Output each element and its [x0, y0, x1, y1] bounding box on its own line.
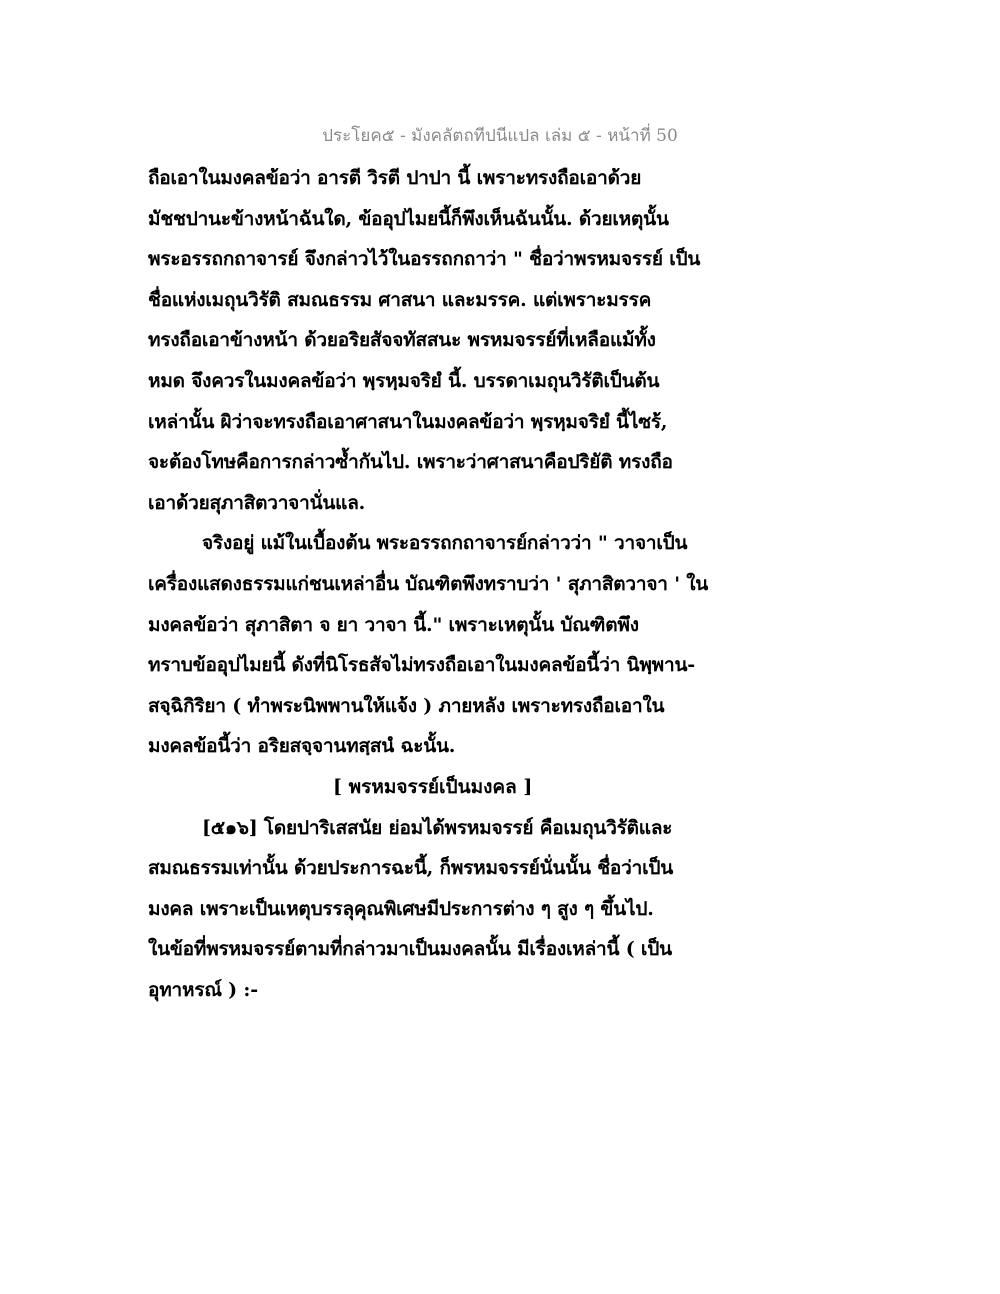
- paragraph-2-line-2: เครื่องแสดงธรรมแก่ชนเหล่าอื่น บัณฑิตพึงทราบว่า ' สุภาสิตวาจา ' ใน: [148, 572, 709, 595]
- paragraph-1-line-3: พระอรรถกถาจารย์ จึงกล่าวไว้ในอรรถกถาว่า " ชื่อว่าพรหมจรรย์ เป็น: [148, 248, 701, 271]
- running-header: [0, 122, 1000, 149]
- paragraph-1-line-7: เหล่านั้น ผิว่าจะทรงถือเอาศาสนาในมงคลข้อว่า พฺรหฺมจริยํ นี้ไซร้,: [148, 410, 668, 433]
- paragraph-3-line-1: [๕๑๖] โดยปาริเสสนัย ย่อมได้พรหมจรรย์ คือเมถุนวิรัติและ: [202, 816, 673, 839]
- paragraph-1-line-6: หมด จึงควรในมงคลข้อว่า พฺรหฺมจริยํ นี้. บรรดาเมถุนวิรัติเป็นต้น: [148, 369, 660, 392]
- paragraph-2-line-4: ทราบข้ออุปไมยนี้ ดังที่นิโรธสัจไม่ทรงถือเอาในมงคลข้อนี้ว่า นิพฺพาน-: [148, 654, 695, 677]
- paragraph-1-line-1: ถือเอาในมงคลข้อว่า อารตี วิรตี ปาปา นี้ เพราะทรงถือเอาด้วย: [148, 167, 642, 189]
- paragraph-3-line-5: อุทาหรณ์ ) :-: [148, 978, 258, 1001]
- paragraph-1-line-4: ชื่อแห่งเมถุนวิรัติ สมณธรรม ศาสนา และมรรค. แต่เพราะมรรค: [148, 288, 652, 311]
- paragraph-1-line-2: มัชชปานะข้างหน้าฉันใด, ข้ออุปไมยนี้ก็พึงเห็นฉันนั้น. ด้วยเหตุนั้น: [148, 207, 669, 230]
- paragraph-2-line-1: จริงอยู่ แม้ในเบื้องต้น พระอรรถกถาจารย์กล่าวว่า " วาจาเป็น: [202, 532, 688, 555]
- paragraph-2-line-6: มงคลข้อนี้ว่า อริยสจฺจานทสฺสนํ ฉะนั้น.: [148, 735, 456, 758]
- body-text: [148, 158, 708, 1010]
- paragraph-1-line-9: เอาด้วยสุภาสิตวาจานั่นแล.: [148, 491, 366, 514]
- paragraph-3-line-4: ในข้อที่พรหมจรรย์ตามที่กล่าวมาเป็นมงคลนั้น มีเรื่องเหล่านี้ ( เป็น: [148, 938, 672, 961]
- paragraph-2-line-5: สจฺฉิกิริยา ( ทำพระนิพพานให้แจ้ง ) ภายหลัง เพราะทรงถือเอาใน: [148, 694, 665, 717]
- paragraph-1-line-8: จะต้องโทษคือการกล่าวซ้ำกันไป. เพราะว่าศาสนาคือปริยัติ ทรงถือ: [148, 451, 673, 474]
- paragraph-1-line-5: ทรงถือเอาข้างหน้า ด้วยอริยสัจจทัสสนะ พรหมจรรย์ที่เหลือแม้ทั้ง: [148, 329, 656, 352]
- paragraph-2-line-3: มงคลข้อว่า สุภาสิตา จ ยา วาจา นี้." เพราะเหตุนั้น บัณฑิตพึง: [148, 613, 639, 636]
- paragraph-3-line-2: สมณธรรมเท่านั้น ด้วยประการฉะนี้, ก็พรหมจรรย์นั่นนั้น ชื่อว่าเป็น: [148, 857, 674, 880]
- paragraph-3-line-3: มงคล เพราะเป็นเหตุบรรลุคุณพิเศษมีประการต่าง ๆ สูง ๆ ขึ้นไป.: [148, 897, 654, 920]
- section-heading: [ พรหมจรรย์เป็นมงคล ]: [333, 775, 533, 798]
- running-header-text: ประโยค๕ - มังคลัตถทีปนีแปล เล่ม ๕ - หน้าที่ 50: [322, 126, 678, 146]
